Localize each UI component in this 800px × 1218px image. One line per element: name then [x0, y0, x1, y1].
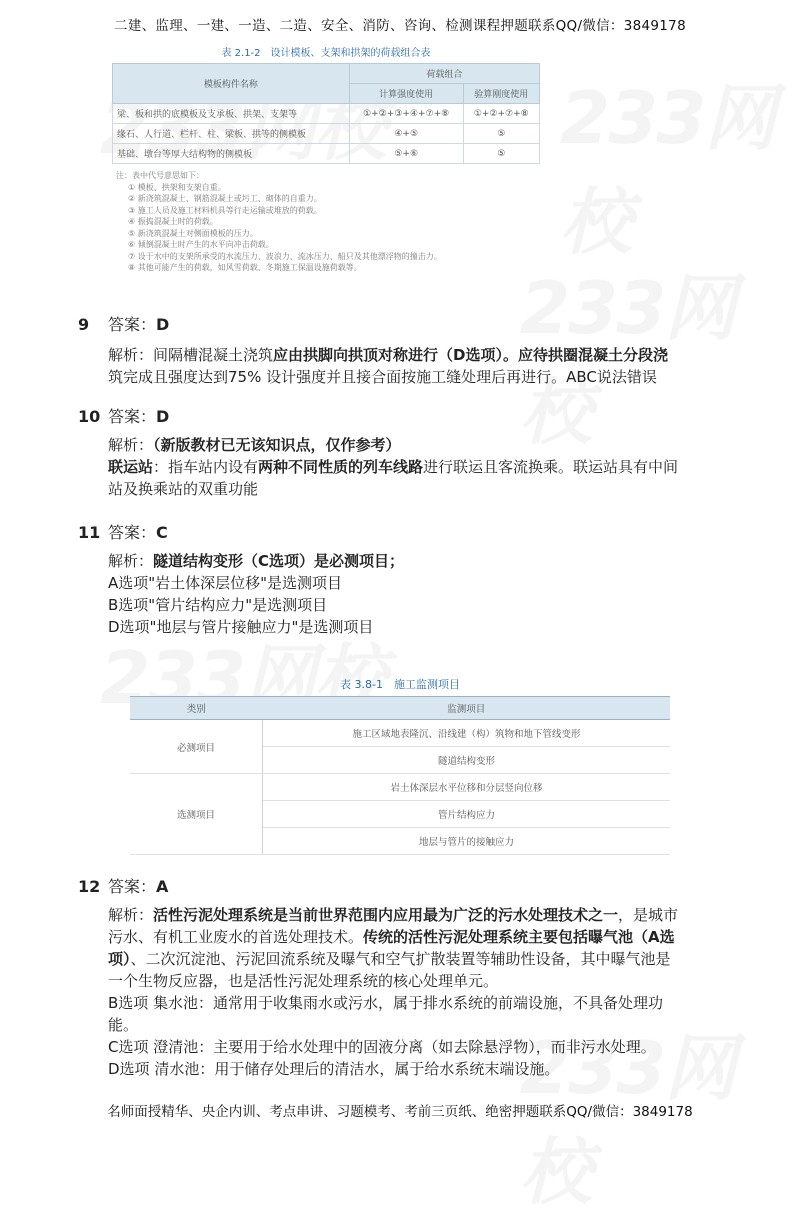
- question-10-explanation: [108, 434, 748, 500]
- load-combination-table: [112, 44, 540, 164]
- table-cell: 必测项目: [130, 720, 263, 774]
- question-11-explanation: [108, 550, 748, 638]
- table-header: 模板构件名称: [113, 64, 350, 104]
- answer-label: 答案：: [108, 523, 157, 542]
- table-caption: 表 2.1-2 设计模板、支架和拱架的荷载组合表: [221, 48, 431, 59]
- text: 、二次沉淀池、污泥回流系统及曝气和空气扩散装置等辅助性设备，其中曝气池是: [130, 950, 671, 968]
- note-line: ⑤ 新浇筑混凝土对侧面模板的压力。: [128, 228, 258, 238]
- text: ，是城市: [618, 906, 679, 924]
- text: 筑完成且强度达到75% 设计强度并且接合面按施工缝处理后再进行。ABC说法错误: [108, 368, 657, 386]
- question-12-answer: [78, 874, 168, 897]
- page-footer: 名师面授精华、央企内训、考点串讲、习题模考、考前三页纸、绝密押题联系QQ/微信：3849178: [107, 1104, 693, 1120]
- question-9-answer: [78, 312, 169, 335]
- text: D选项"地层与管片接触应力"是选测项目: [108, 618, 374, 636]
- note-line: ① 模板、拱架和支架自重。: [128, 182, 226, 192]
- note-line: 注：表中代号意思如下：: [116, 171, 204, 180]
- text: C选项 澄清池：主要用于给水处理中的固液分离（如去除悬浮物），而非污水处理。: [108, 1038, 656, 1056]
- text: 污水、有机工业废水的首选处理技术。: [108, 928, 364, 946]
- table-cell: ①+②+⑦+⑧: [463, 104, 539, 124]
- note-line: ③ 施工人员及施工材料机具等行走运输或堆放的荷载。: [128, 205, 322, 215]
- answer-label: 答案：: [108, 877, 157, 896]
- note-line: ⑧ 其他可能产生的荷载，如风雪荷载、冬期施工保温设施荷载等。: [128, 263, 362, 272]
- table-cell: ⑤+⑥: [349, 144, 463, 164]
- emphasis-text: 项）: [108, 950, 131, 968]
- table-cell: ⑤: [463, 144, 539, 164]
- table-cell: ④+⑤: [349, 124, 463, 144]
- text: 解析：: [108, 552, 154, 570]
- table-cell: 缘石、人行道、栏杆、柱、梁板、拱等的侧模板: [113, 124, 350, 144]
- table-row: [130, 720, 670, 747]
- table-notes: [116, 170, 536, 274]
- text: 进行联运且客流换乘。联运站具有中间: [423, 458, 679, 476]
- question-11-answer: [78, 520, 168, 543]
- emphasis-text: （新版教材已无该知识点，仅作参考）: [153, 436, 401, 454]
- answer-value: D: [156, 315, 170, 334]
- table-cell: 隧道结构变形: [263, 747, 671, 774]
- table-header: 荷载组合: [349, 64, 539, 84]
- question-10-answer: [78, 404, 169, 427]
- table-cell: 地层与管片的接触应力: [263, 828, 671, 855]
- note-line: ⑥ 倾倒混凝土时产生的水平向冲击荷载。: [128, 240, 274, 249]
- answer-label: 答案：: [108, 407, 157, 426]
- emphasis-text: 传统的活性污泥处理系统主要包括曝气池（A选: [363, 928, 675, 946]
- text: 解析：: [108, 906, 154, 924]
- table-header: 监测项目: [263, 697, 671, 720]
- answer-value: D: [156, 407, 170, 426]
- table-cell: 选测项目: [130, 774, 263, 855]
- answer-label: 答案：: [108, 315, 157, 334]
- table-caption: 表 3.8-1 施工监测项目: [340, 678, 460, 691]
- table-header: 类别: [130, 697, 263, 720]
- note-line: ④ 振捣混凝土时的荷载。: [128, 217, 218, 226]
- text: 能。: [108, 1016, 139, 1034]
- table-cell: 岩土体深层水平位移和分层竖向位移: [263, 774, 671, 801]
- question-12-explanation: [108, 904, 748, 1080]
- emphasis-text: 应由拱脚向拱顶对称进行（D选项）: [273, 346, 503, 364]
- question-number: 12: [78, 877, 101, 896]
- question-number: 10: [78, 407, 101, 426]
- table-row: [113, 144, 540, 164]
- question-9-explanation: [108, 344, 748, 388]
- table-row: [113, 104, 540, 124]
- table-row: [113, 124, 540, 144]
- question-number: 11: [78, 523, 101, 542]
- text: 一个生物反应器，也是活性污泥处理系统的核心处理单元。: [108, 972, 499, 990]
- question-number: 9: [78, 315, 90, 334]
- table-cell: 施工区域地表隆沉、沿线建（构）筑物和地下管线变形: [263, 720, 671, 747]
- answer-value: A: [156, 877, 169, 896]
- table-cell: 基础、墩台等厚大结构物的侧模板: [113, 144, 350, 164]
- text: 解析：: [108, 436, 154, 454]
- table-row: [130, 774, 670, 801]
- table-header: 计算强度使用: [349, 84, 463, 104]
- text: ：指车站内设有: [153, 458, 259, 476]
- table-cell: ①+②+③+④+⑦+⑧: [349, 104, 463, 124]
- page-header: 二建、监理、一建、一造、二造、安全、消防、咨询、检测课程押题联系QQ/微信：3849178: [114, 18, 686, 34]
- text: 站及换乘站的双重功能: [108, 480, 259, 498]
- note-line: ⑦ 设于水中的支架所承受的水流压力、波浪力、流冰压力、船只及其他漂浮物的撞击力。: [128, 251, 442, 261]
- text: 解析：间隔槽混凝土浇筑: [108, 346, 274, 364]
- note-line: ② 新浇筑混凝土、钢筋混凝土或圬工、砌体的自重力。: [128, 194, 322, 203]
- table-cell: ⑤: [463, 124, 539, 144]
- watermark: [560, 60, 800, 268]
- table-cell: 梁、板和拱的底模板及支承板、拱架、支架等: [113, 104, 350, 124]
- text: 。应待拱圈混凝土分段浇: [502, 346, 668, 364]
- text: B选项 集水池：通常用于收集雨水或污水，属于排水系统的前端设施，不具备处理功: [108, 994, 664, 1012]
- text: B选项"管片结构应力"是选测项目: [108, 596, 328, 614]
- text: D选项 清水池：用于储存处理后的清洁水，属于给水系统末端设施。: [108, 1060, 560, 1078]
- emphasis-text: 两种不同性质的列车线路: [258, 458, 424, 476]
- text: A选项"岩土体深层位移"是选测项目: [108, 574, 343, 592]
- monitoring-items-table: [130, 696, 670, 855]
- table-cell: 管片结构应力: [263, 801, 671, 828]
- emphasis-text: 联运站: [108, 458, 154, 476]
- table-header: 验算刚度使用: [463, 84, 539, 104]
- emphasis-text: 隧道结构变形（C选项）是必测项目；: [153, 552, 405, 570]
- answer-value: C: [156, 523, 168, 542]
- emphasis-text: 活性污泥处理系统是当前世界范围内应用最为广泛的污水处理技术之一: [153, 906, 619, 924]
